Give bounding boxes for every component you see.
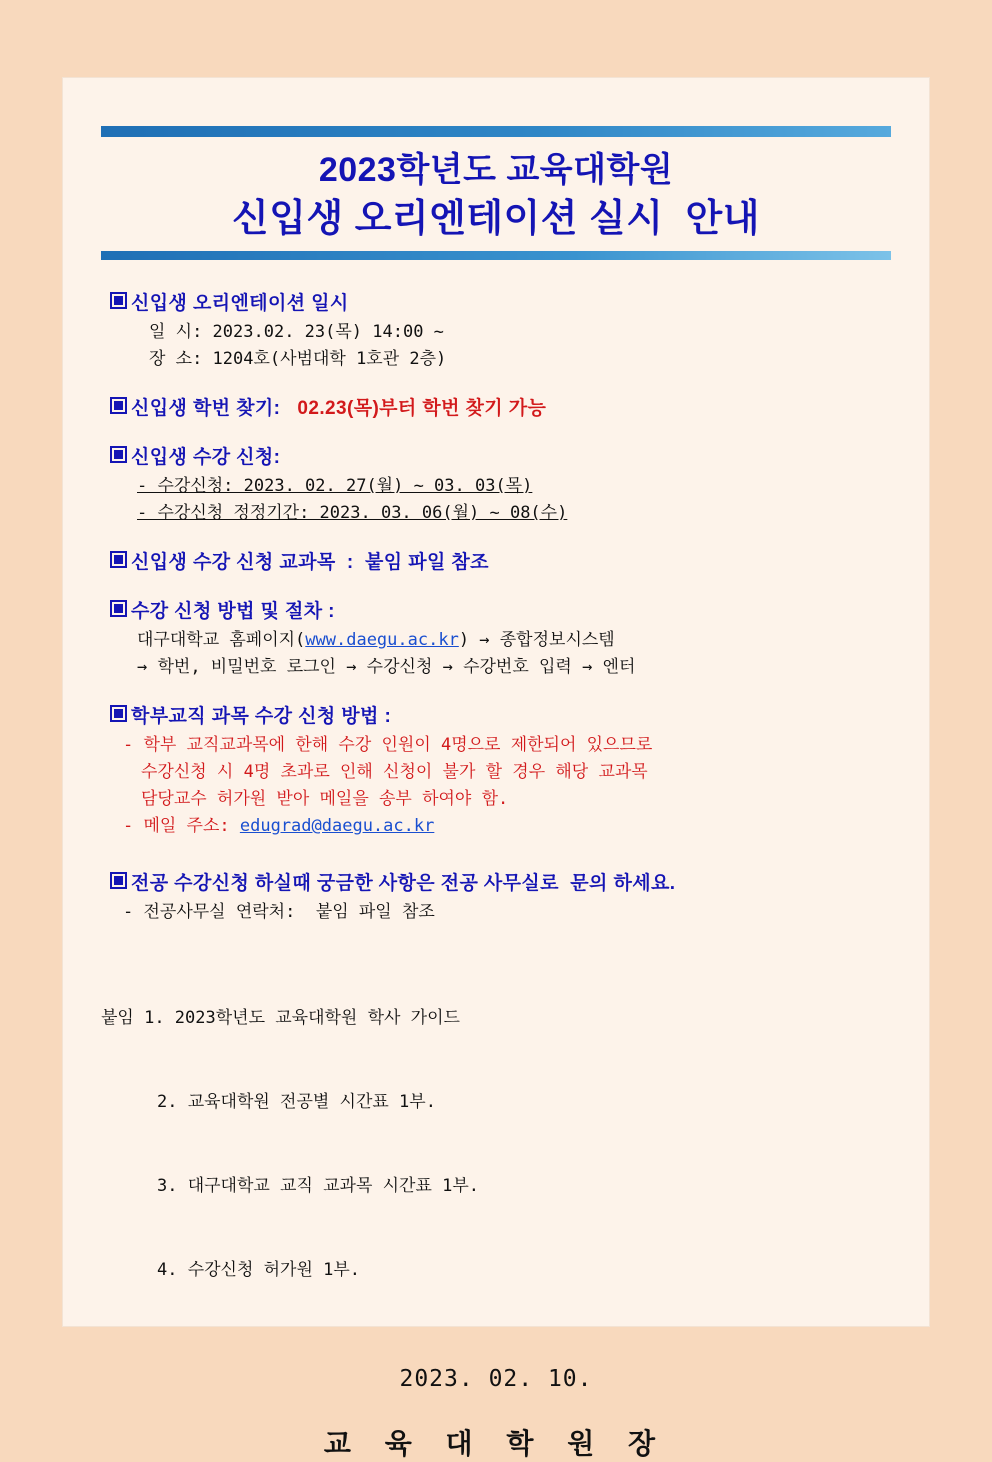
bullet-square-icon — [101, 444, 131, 470]
notice-page — [63, 78, 929, 1459]
section-undergrad-teaching-courses — [101, 703, 891, 840]
section-heading: 학부교직 과목 수강 신청 방법 : — [131, 706, 392, 727]
section-heading-row — [101, 870, 891, 897]
section-course-registration — [101, 444, 891, 527]
section-orientation-datetime — [101, 290, 891, 373]
page-inner — [63, 78, 929, 1459]
attachment-item: 4. 수강신청 허가원 1부. — [157, 1260, 361, 1280]
section-line: → 학번, 비밀번호 로그인 → 수강신청 → 수강번호 입력 → 엔터 — [137, 657, 636, 677]
email-link[interactable]: edugrad@daegu.ac.kr — [239, 816, 435, 836]
section-registration-procedure — [101, 598, 891, 681]
section-heading: 수강 신청 방법 및 절차 : — [131, 601, 335, 622]
section-line-text: - 수강신청 정정기간: 2023. 03. 06(월) ~ 08(수) — [137, 503, 568, 523]
document-body — [101, 260, 891, 1462]
section-line — [101, 473, 891, 500]
university-homepage-link[interactable]: www.daegu.ac.kr — [305, 630, 459, 650]
section-heading-row — [101, 703, 891, 730]
bullet-square-icon — [101, 290, 131, 316]
section-heading-row — [101, 395, 891, 422]
section-course-subjects — [101, 549, 891, 576]
bullet-square-icon — [101, 598, 131, 624]
bullet-square-icon — [101, 549, 131, 575]
section-line: - 전공사무실 연락처: 붙임 파일 참조 — [123, 902, 435, 922]
section-major-office-inquiry — [101, 870, 891, 926]
section-line: - 메일 주소: edugrad@daegu.ac.kr — [123, 816, 435, 836]
section-heading — [131, 395, 546, 422]
section-heading-row — [101, 444, 891, 471]
attachment-item: 2. 교육대학원 전공별 시간표 1부. — [157, 1092, 436, 1112]
title-rule-bottom — [101, 251, 891, 260]
section-heading-text: 신입생 학번 찾기: — [131, 398, 281, 419]
title-rule-top — [101, 126, 891, 137]
section-line — [101, 500, 891, 527]
section-line: 장 소: 1204호(사범대학 1호관 2층) — [149, 349, 447, 369]
attachment-item: 3. 대구대학교 교직 교과목 시간표 1부. — [157, 1176, 480, 1196]
bullet-square-icon — [101, 703, 131, 729]
bullet-square-icon — [101, 870, 131, 896]
section-heading: 신입생 수강 신청: — [131, 447, 281, 468]
title-line-2: 신입생 오리엔테이션 실시 안내 — [232, 198, 760, 240]
section-heading-row — [101, 549, 891, 576]
bullet-square-icon — [101, 395, 131, 421]
document-date: 2023. 02. 10. — [399, 1366, 593, 1392]
section-heading: 신입생 수강 신청 교과목 : 붙임 파일 참조 — [131, 552, 489, 573]
section-line-text: - 수강신청: 2023. 02. 27(월) ~ 03. 03(목) — [137, 476, 533, 496]
document-title — [101, 137, 891, 251]
section-line: 수강신청 시 4명 초과로 인해 신청이 불가 할 경우 해당 교과목 — [141, 762, 648, 782]
section-student-id-lookup — [101, 395, 891, 422]
attachment-list — [101, 948, 891, 1340]
section-heading-row — [101, 290, 891, 317]
document-signer: 교 육 대 학 원 장 — [323, 1428, 669, 1459]
section-line: - 학부 교직교과목에 한해 수강 인원이 4명으로 제한되어 있으므로 — [123, 735, 653, 755]
section-line: 담당교수 허가원 받아 메일을 송부 하여야 함. — [141, 789, 509, 809]
title-line-1: 2023학년도 교육대학원 — [318, 151, 674, 189]
section-heading-row — [101, 598, 891, 625]
section-line: 대구대학교 홈페이지(www.daegu.ac.kr) → 종합정보시스템 — [137, 630, 615, 650]
section-heading: 전공 수강신청 하실때 궁금한 사항은 전공 사무실로 문의 하세요. — [131, 873, 676, 894]
section-line: 일 시: 2023.02. 23(목) 14:00 ~ — [149, 322, 444, 342]
attachment-item: 붙임 1. 2023학년도 교육대학원 학사 가이드 — [101, 1008, 460, 1028]
section-heading-highlight: 02.23(목)부터 학번 찾기 가능 — [297, 398, 547, 419]
section-heading: 신입생 오리엔테이션 일시 — [131, 293, 349, 314]
